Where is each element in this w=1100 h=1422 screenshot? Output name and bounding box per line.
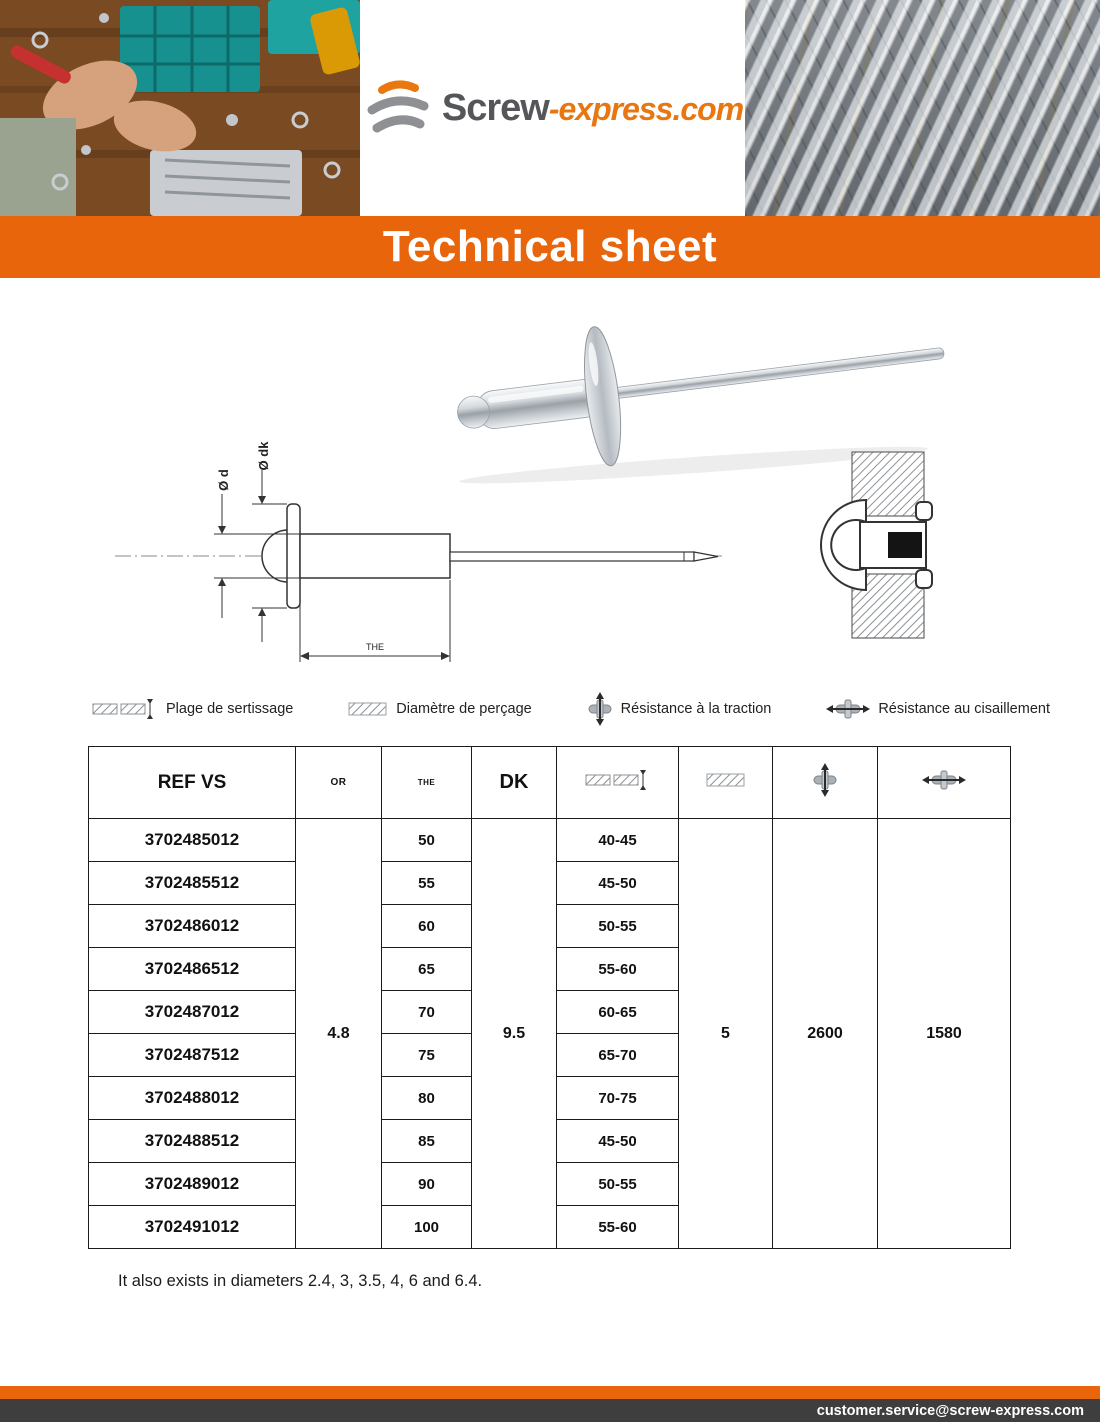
legend-label: Résistance au cisaillement xyxy=(878,701,1050,717)
footer-orange-stripe xyxy=(0,1386,1100,1399)
the-cell: 80 xyxy=(382,1077,472,1120)
col-header-tensile xyxy=(773,747,878,819)
ref-cell: 3702486512 xyxy=(89,948,296,991)
grip-cell: 45-50 xyxy=(557,862,679,905)
the-cell: 75 xyxy=(382,1034,472,1077)
the-cell: 85 xyxy=(382,1120,472,1163)
the-cell: 55 xyxy=(382,862,472,905)
legend-label: Diamètre de perçage xyxy=(396,701,532,717)
grip-cell: 45-50 xyxy=(557,1120,679,1163)
col-header-crimp-range xyxy=(557,747,679,819)
footer-bar xyxy=(0,1399,1100,1422)
grip-cell: 55-60 xyxy=(557,1206,679,1249)
legend-item-shear xyxy=(826,698,1050,720)
screw-express-logo-icon xyxy=(362,76,432,140)
ref-cell: 3702487012 xyxy=(89,991,296,1034)
traction-value-cell: 2600 xyxy=(773,819,878,1249)
logo-text-primary: Screw xyxy=(441,86,549,129)
grip-cell: 60-65 xyxy=(557,991,679,1034)
tensile-strength-icon xyxy=(812,763,838,797)
ref-cell: 3702488512 xyxy=(89,1120,296,1163)
table-row xyxy=(89,819,1011,862)
the-cell: 65 xyxy=(382,948,472,991)
ref-cell: 3702487512 xyxy=(89,1034,296,1077)
legend-item-crimp-range xyxy=(92,697,293,721)
grip-cell: 50-55 xyxy=(557,1163,679,1206)
diameters-note: It also exists in diameters 2.4, 3, 3.5, 4, 6 and 6.4. xyxy=(118,1272,483,1290)
legend-item-tensile xyxy=(587,692,772,726)
the-cell: 90 xyxy=(382,1163,472,1206)
drill-diameter-icon xyxy=(348,701,388,717)
legend-label: Résistance à la traction xyxy=(620,701,772,717)
col-header-ref: REF VS xyxy=(89,747,296,819)
logo xyxy=(360,0,745,216)
ref-cell: 3702485012 xyxy=(89,819,296,862)
grip-cell: 65-70 xyxy=(557,1034,679,1077)
ref-cell: 3702488012 xyxy=(89,1077,296,1120)
legend-label: Plage de sertissage xyxy=(166,701,294,717)
contact-email: customer.service@screw-express.com xyxy=(816,1402,1084,1419)
logo-text-secondary: -express.com xyxy=(548,90,744,127)
or-value-cell: 4.8 xyxy=(296,819,382,1249)
the-cell: 50 xyxy=(382,819,472,862)
col-header-the: THE xyxy=(382,747,472,819)
col-header-drill-diameter xyxy=(679,747,773,819)
tensile-strength-icon xyxy=(587,692,613,726)
title-banner xyxy=(0,216,1100,278)
workbench-photo-art xyxy=(0,0,360,216)
crimp-range-icon xyxy=(585,768,651,792)
the-cell: 70 xyxy=(382,991,472,1034)
ref-cell: 3702485512 xyxy=(89,862,296,905)
crimp-range-icon xyxy=(92,697,158,721)
col-header-or: OR xyxy=(296,747,382,819)
rivet-technical-drawing xyxy=(90,428,730,684)
legend-item-drill-diameter xyxy=(348,701,531,717)
grip-cell: 40-45 xyxy=(557,819,679,862)
ref-cell: 3702491012 xyxy=(89,1206,296,1249)
grip-cell: 70-75 xyxy=(557,1077,679,1120)
dk-value-cell: 9.5 xyxy=(472,819,557,1249)
drill-value-cell: 5 xyxy=(679,819,773,1249)
diameter-dk-label: Ø dk xyxy=(256,441,271,471)
the-cell: 100 xyxy=(382,1206,472,1249)
col-header-shear xyxy=(878,747,1011,819)
screws-photo xyxy=(745,0,1100,216)
the-cell: 60 xyxy=(382,905,472,948)
legend xyxy=(92,692,1050,726)
spec-table xyxy=(88,746,1011,1249)
workbench-photo xyxy=(0,0,360,216)
diameter-d-label: Ø d xyxy=(216,469,231,491)
ref-cell: 3702486012 xyxy=(89,905,296,948)
grip-cell: 55-60 xyxy=(557,948,679,991)
shear-strength-icon xyxy=(922,769,966,791)
ref-cell: 3702489012 xyxy=(89,1163,296,1206)
drill-diameter-icon xyxy=(706,772,746,788)
table-header-row xyxy=(89,747,1011,819)
page-title: Technical sheet xyxy=(382,222,718,271)
the-dimension-label: THE xyxy=(366,642,384,652)
col-header-dk: DK xyxy=(472,747,557,819)
shear-strength-icon xyxy=(826,698,870,720)
shear-value-cell: 1580 xyxy=(878,819,1011,1249)
rivet-cross-section-diagram xyxy=(800,448,950,643)
grip-cell: 50-55 xyxy=(557,905,679,948)
logo-text xyxy=(442,87,743,130)
